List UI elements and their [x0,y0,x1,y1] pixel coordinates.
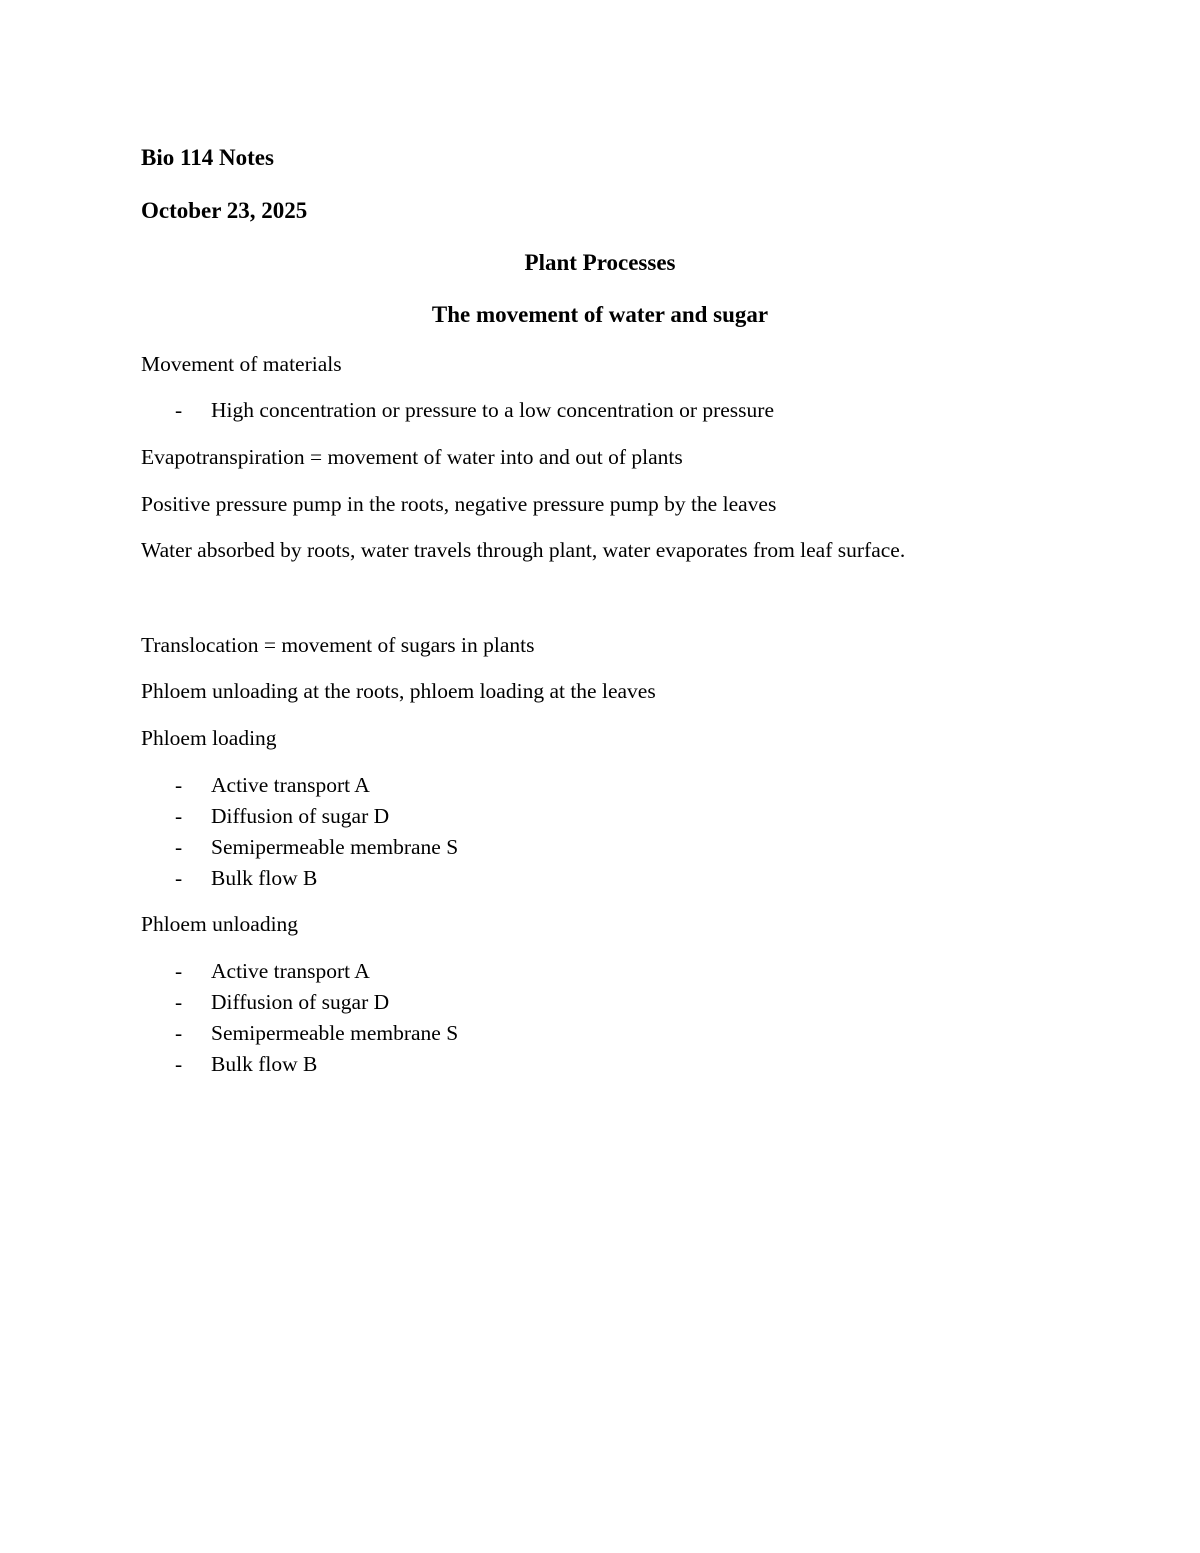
bullet-marker: - [175,773,183,797]
list-item: Semipermeable membrane S [211,835,459,859]
bullet-marker: - [175,804,183,828]
translocation-line: Translocation = movement of sugars in plants [141,633,535,657]
list-item: Bulk flow B [211,1052,318,1076]
main-title: Plant Processes [524,250,676,275]
bullet-marker: - [175,990,183,1014]
movement-heading: Movement of materials [141,352,342,376]
bullet-marker: - [175,398,183,422]
course-title: Bio 114 Notes [141,145,274,170]
movement-bullet: High concentration or pressure to a low concentration or pressure [211,398,774,422]
date-line: October 23, 2025 [141,198,308,223]
list-item: Active transport A [211,773,370,797]
bullet-marker: - [175,866,183,890]
list-item: Active transport A [211,959,370,983]
evapotranspiration-line: Evapotranspiration = movement of water into and out of plants [141,445,683,469]
bullet-marker: - [175,1021,183,1045]
bullet-marker: - [175,959,183,983]
sub-title: The movement of water and sugar [431,302,769,327]
bullet-marker: - [175,1052,183,1076]
phloem-loading-heading: Phloem loading [141,726,277,750]
pressure-pumps-line: Positive pressure pump in the roots, negative pressure pump by the leaves [141,492,777,516]
phloem-unloading-heading: Phloem unloading [141,912,299,936]
list-item: Bulk flow B [211,866,318,890]
phloem-sites-line: Phloem unloading at the roots, phloem loading at the leaves [141,679,656,703]
list-item: Semipermeable membrane S [211,1021,459,1045]
list-item: Diffusion of sugar D [211,804,390,828]
water-path-line: Water absorbed by roots, water travels through plant, water evaporates from leaf surface. [141,538,906,562]
list-item: Diffusion of sugar D [211,990,390,1014]
bullet-marker: - [175,835,183,859]
